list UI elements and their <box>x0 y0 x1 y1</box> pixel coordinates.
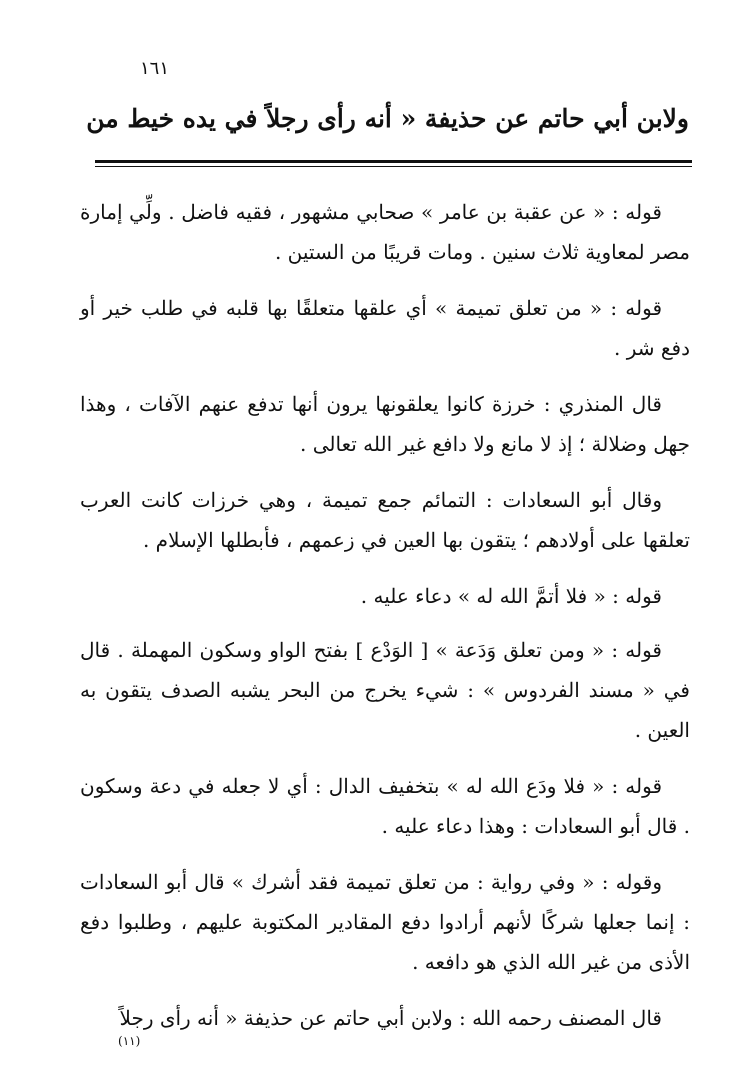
header-rule-thin <box>95 166 692 167</box>
paragraph: قوله : « فلا ودَع الله له » بتخفيف الدال : أي لا جعله في دعة وسكون . قال أبو السعادات : وهذا دعاء عليه . <box>80 774 690 838</box>
paragraph: قوله : « ومن تعلق وَدَعة » [ الوَدْع ] بفتح الواو وسكون المهملة . قال في « مسند الفردوس » : شيء يخرج من البحر يشبه الصدف يتقون به العين . <box>80 638 690 742</box>
body-text <box>80 192 690 1054</box>
paragraph: وقوله : « وفي رواية : من تعلق تميمة فقد أشرك » قال أبو السعادات : إنما جعلها شركًا لأنهم أرادوا دفع المقادير المكتوبة عليهم ، وطلبوا دفع الأذى من غير الله الذي هو دافعه . <box>80 870 690 974</box>
paragraph: قوله : « عن عقبة بن عامر » صحابي مشهور ، فقيه فاضل . ولِّي إمارة مصر لمعاوية ثلاث سنين . ومات قريبًا من الستين . <box>80 200 690 264</box>
running-header: ولابن أبي حاتم عن حذيفة « أنه رأى رجلاً في يده خيط من <box>86 104 689 133</box>
signature-mark: (١١) <box>118 1034 141 1048</box>
paragraph: قوله : « فلا أتمَّ الله له » دعاء عليه . <box>360 584 662 608</box>
header-rule-thick <box>95 160 692 163</box>
paragraph: قوله : « من تعلق تميمة » أي علقها متعلقًا بها قلبه في طلب خير أو دفع شر . <box>80 296 690 360</box>
paragraph: قال المنذري : خرزة كانوا يعلقونها يرون أنها تدفع عنهم الآفات ، وهذا جهل وضلالة ؛ إذ لا مانع ولا دافع غير الله تعالى . <box>80 392 690 456</box>
page-number: ١٦١ <box>140 58 170 79</box>
paragraph: قال المصنف رحمه الله : ولابن أبي حاتم عن حذيفة « أنه رأى رجلاً <box>119 1006 662 1030</box>
paragraph: وقال أبو السعادات : التمائم جمع تميمة ، وهي خرزات كانت العرب تعلقها على أولادهم ؛ يتقون بها العين في زعمهم ، فأبطلها الإسلام . <box>80 488 690 552</box>
